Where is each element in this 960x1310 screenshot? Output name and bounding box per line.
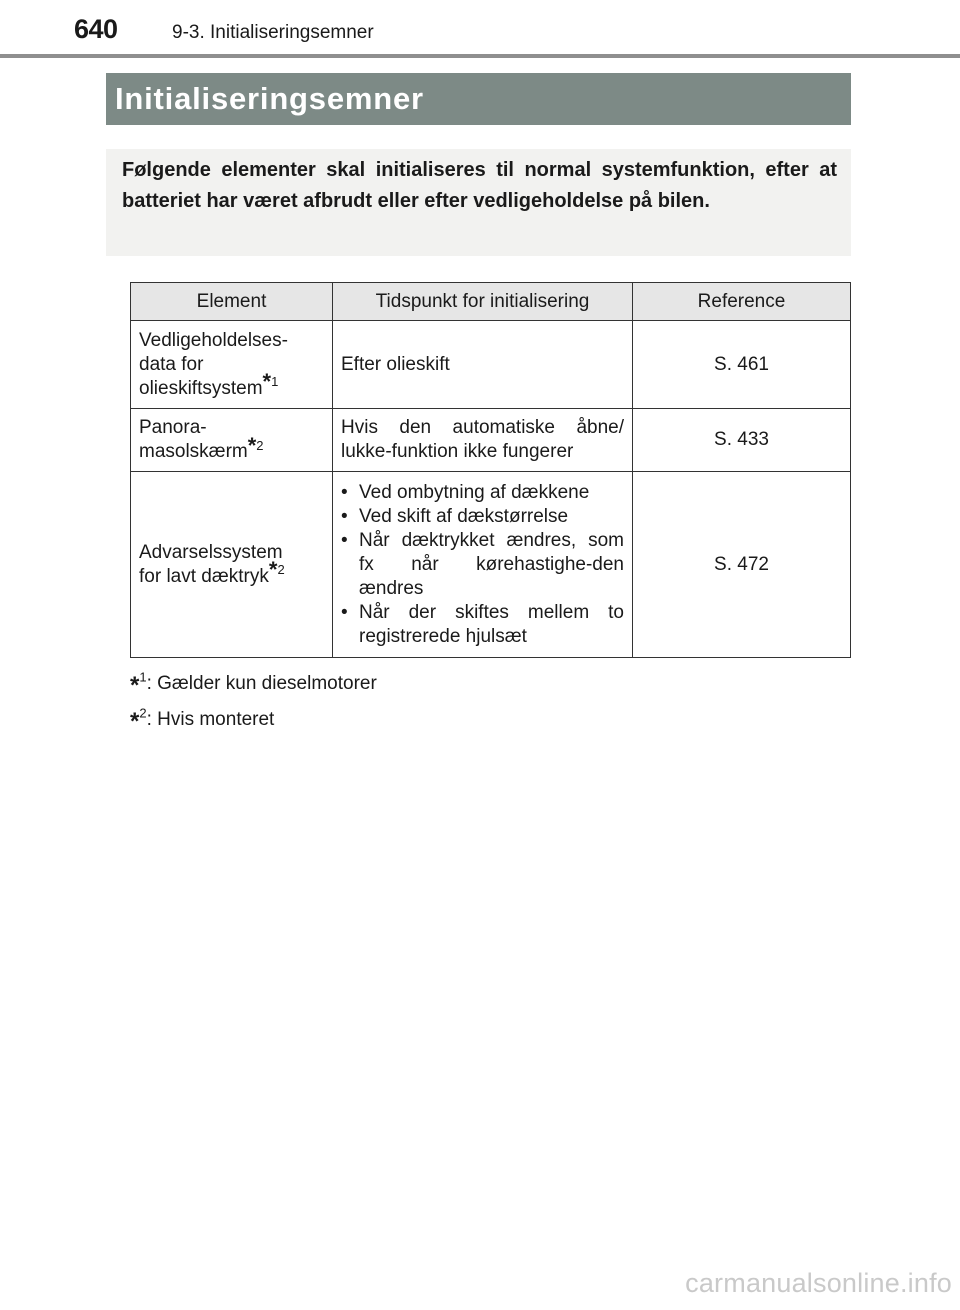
element-line [139,432,324,464]
footnote-text: : Hvis monteret [146,709,275,730]
reference-cell: S. 433 [633,409,851,472]
intro-box [106,149,851,256]
element-line: Panora- [139,417,207,438]
footnote-number: 2 [139,705,147,721]
table-row [131,409,851,472]
footnote-text: : Gælder kun dieselmotorer [146,673,377,694]
table-row [131,321,851,409]
element-line [139,369,324,401]
element-cell [131,409,333,472]
bullet-text: Ved ombytning af dækkene [359,481,590,503]
footnote: *$^2$: Hvis monteret [130,705,275,735]
element-line [139,557,324,589]
timing-cell: Hvis den automatiske åbne/ lukke-funktion ikke fungerer [333,409,633,472]
timing-bullet-list [341,481,624,649]
bullet-item: • Ved skift af dækstørrelse [341,505,569,527]
title-bar [106,73,851,125]
element-line-text: for lavt dæktryk [139,565,269,587]
page-title: Initialiseringsemner [115,81,424,116]
intro-text: Følgende elementer skal initialiseres til normal systemfunktion, efter at batteriet har været afbrudt eller efter vedligeholdelse på bilen. [122,159,837,212]
bullet-item: • Når dæktrykket ændres, som fx når kørehastighe-den ændres [341,529,624,599]
reference-cell: S. 472 [633,472,851,658]
element-line: Vedligeholdelses- [139,329,288,351]
footnote-mark-number: 2 [277,562,285,578]
table-row [131,472,851,658]
bullet-text: Ved skift af dækstørrelse [359,505,569,527]
footnote-mark: *2 [247,432,264,458]
element-line-text: masolskærm [139,441,248,462]
element-line: data for [139,353,204,375]
header-reference: Reference [633,283,851,321]
footnote-mark: *2 [268,557,285,583]
header-rule [0,54,960,58]
bullet-item: • Ved ombytning af dækkene [341,481,590,503]
bullet-item: • Når der skiftes mellem to registrerede hjulsæt [341,601,624,647]
header-element: Element [131,283,333,321]
reference-cell: S. 461 [633,321,851,409]
bullet-text: Når dæktrykket ændres, som fx når kørehastighe-den ændres [359,529,624,599]
footnote-mark-number: 2 [256,437,264,453]
footnote-mark: *1 [262,369,279,395]
element-line-text: olieskiftsystem [139,377,263,399]
element-cell [131,321,333,409]
initialization-table [130,282,851,658]
timing-cell: Efter olieskift [333,321,633,409]
header-timing: Tidspunkt for initialisering [333,283,633,321]
section-label: 9-3. Initialiseringsemner [172,22,374,43]
footnote: *$^1$: Gælder kun dieselmotorer [130,669,377,699]
element-cell [131,472,333,658]
timing-cell [333,472,633,658]
footnote-number: 1 [139,669,147,685]
watermark: carmanualsonline.info [685,1268,952,1298]
bullet-text: Når der skiftes mellem to registrerede hjulsæt [359,601,624,647]
table-header-row [131,283,851,321]
element-line: Advarselssystem [139,541,283,563]
page-number: 640 [74,14,118,44]
footnote-mark-number: 1 [271,374,279,390]
